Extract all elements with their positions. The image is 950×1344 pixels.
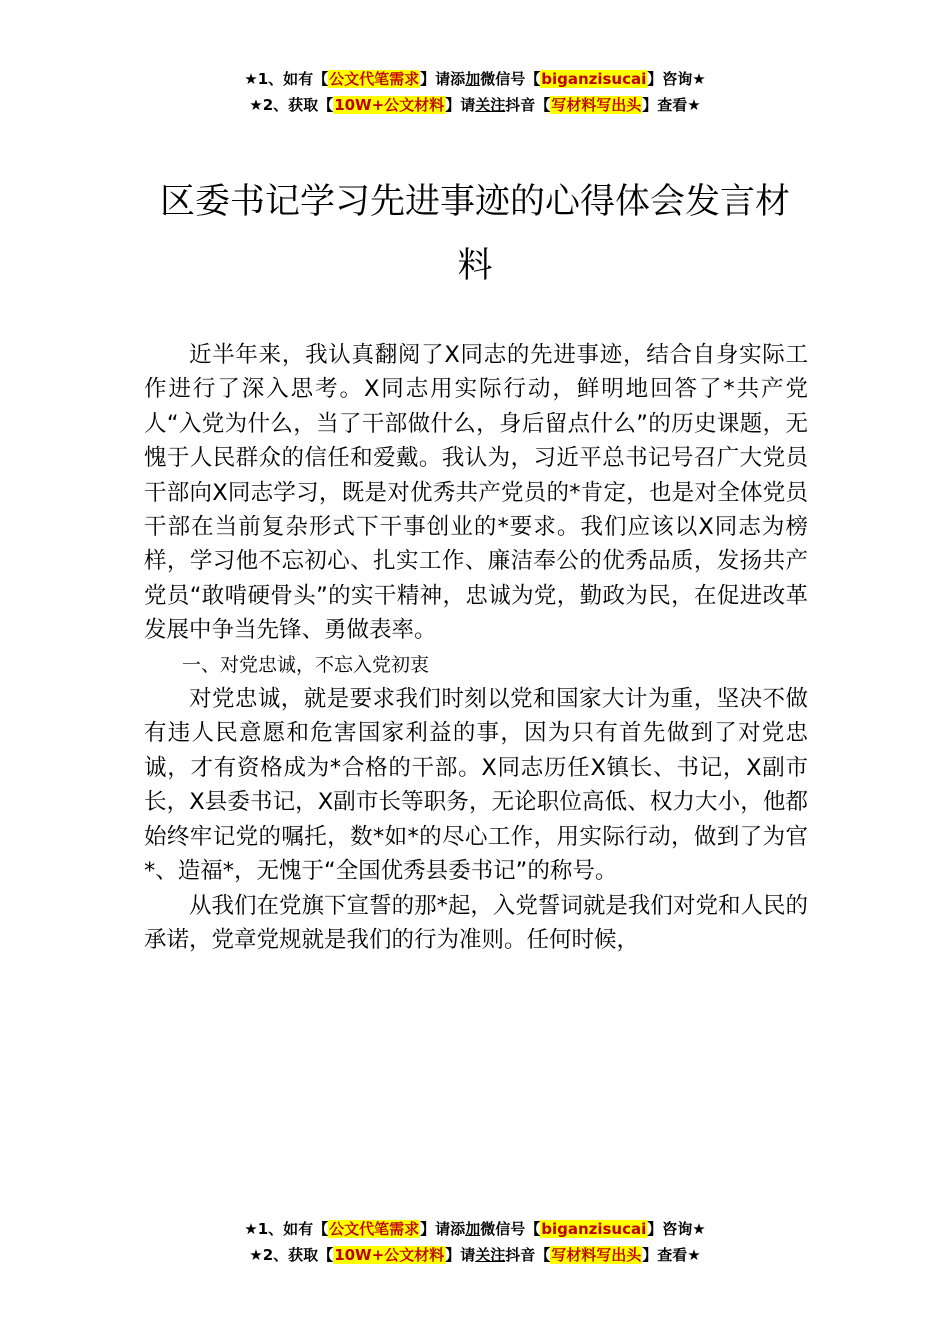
banner-text: 】请添 (420, 1220, 466, 1238)
paragraph: 近半年来，我认真翻阅了X同志的先进事迹，结合自身实际工作进行了深入思考。X同志用实际行动，鲜明地回答了*共产党人“入党为什么，当了干部做什么，身后留点什么”的历史课题，无愧于人民群众的信任和爱戴。我认为，习近平总书记号召广大党员干部向X同志学习，既是对优秀共产党员的*肯定，也是对全体党员干部在当前复杂形式下干事创业的*要求。我们应该以X同志为榜样，学习他不忘初心、扎实工作、廉洁奉公的优秀品质，发扬共产党员“敢啃硬骨头”的实干精神，忠诚为党，勤政为民，在促进改革发展中争当先锋、勇做表率。 (144, 342, 808, 644)
banner-text: ★1、如有【 (244, 1220, 329, 1238)
banner-text: 】请添 (420, 70, 466, 88)
banner-line-2 (0, 1242, 950, 1268)
paragraph: 从我们在党旗下宣誓的那*起，入党誓词就是我们对党和人民的承诺，党章党规就是我们的行为准则。任何时候， (144, 892, 808, 953)
banner-text: ★1、如有【 (244, 70, 329, 88)
banner-underlined: 加 (465, 70, 481, 88)
banner-text: 】请 (445, 1246, 476, 1264)
banner-text: 】咨询★ (647, 70, 706, 88)
banner-text: 】查看★ (642, 1246, 701, 1264)
banner-line-2 (0, 92, 950, 118)
banner-text: 】请 (445, 96, 476, 114)
banner-highlight: 公文代笔需求 (329, 1220, 420, 1238)
banner-underlined: 加 (465, 1220, 481, 1238)
banner-text: 】咨询★ (647, 1220, 706, 1238)
banner-highlight: biganzisucai (541, 70, 647, 88)
banner-text: 抖音【 (505, 96, 551, 114)
banner-text: ★2、获取【 (249, 96, 334, 114)
paragraph: 对党忠诚，就是要求我们时刻以党和国家大计为重，坚决不做有违人民意愿和危害国家利益的事，因为只有首先做到了对党忠诚，才有资格成为*合格的干部。X同志历任X镇长、书记，X副市长，X县委书记，X副市长等职务，无论职位高低、权力大小，他都始终牢记党的嘱托，数*如*的尽心工作，用实际行动，做到了为官*、造福*，无愧于“全国优秀县委书记”的称号。 (144, 686, 808, 885)
banner-highlight: 公文代笔需求 (329, 70, 420, 88)
banner-highlight: 10W+公文材料 (334, 96, 445, 114)
banner-highlight: 写材料写出头 (551, 96, 642, 114)
section-heading: 一、对党忠诚，不忘入党初衷 (182, 653, 430, 676)
banner-text: ★2、获取【 (249, 1246, 334, 1264)
document-body (144, 338, 808, 957)
banner-line-1 (0, 66, 950, 92)
banner-underlined: 关注 (475, 96, 506, 114)
document-title: 区委书记学习先进事迹的心得体会发言材料 (159, 182, 790, 286)
banner-highlight: 写材料写出头 (551, 1246, 642, 1264)
banner-highlight: 10W+公文材料 (334, 1246, 445, 1264)
header-banner (0, 66, 950, 118)
banner-text: 微信号【 (480, 1220, 541, 1238)
banner-text: 】查看★ (642, 96, 701, 114)
banner-text: 微信号【 (480, 70, 541, 88)
banner-underlined: 关注 (475, 1246, 506, 1264)
banner-highlight: biganzisucai (541, 1220, 647, 1238)
banner-line-1 (0, 1216, 950, 1242)
banner-text: 抖音【 (505, 1246, 551, 1264)
footer-banner (0, 1216, 950, 1268)
